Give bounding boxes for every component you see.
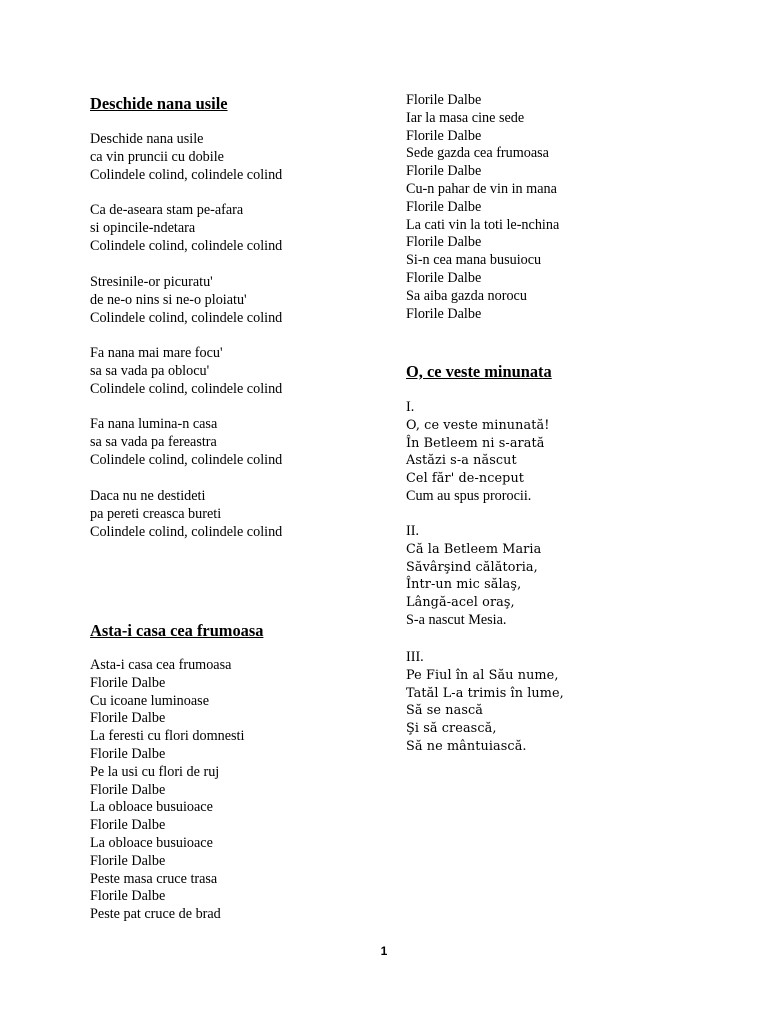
song-title: Deschide nana usile: [90, 94, 228, 113]
lyric-line: Colindele colind, colindele colind: [90, 237, 283, 254]
lyric-line: pa pereti creasca bureti: [90, 505, 222, 522]
refrain-line: Florile Dalbe: [90, 852, 166, 869]
lyric-line: Colindele colind, colindele colind: [90, 166, 283, 183]
lyric-line: Colindele colind, colindele colind: [90, 523, 283, 540]
lyric-line: Ca de-aseara stam pe-afara: [90, 202, 244, 218]
song-verse: [406, 92, 559, 323]
lyric-line: de ne-o nins si ne-o ploiatu': [90, 291, 247, 308]
refrain-line: Florile Dalbe: [90, 745, 166, 762]
lyric-line: Cel făr' de-nceput: [406, 471, 525, 487]
refrain-line: Florile Dalbe: [90, 817, 166, 834]
lyric-line: În Betleem ni s-arată: [406, 435, 545, 451]
stanza-numeral: II.: [406, 523, 419, 539]
song-stanza: [90, 488, 282, 541]
song-title: Asta-i casa cea frumoasa: [90, 621, 264, 640]
lyric-line: Cu-n pahar de vin in mana: [406, 180, 557, 197]
lyric-line: Că la Betleem Maria: [406, 541, 542, 557]
lyric-line: Fa nana lumina-n casa: [90, 416, 218, 432]
refrain-line: Florile Dalbe: [406, 92, 482, 108]
lyric-line: Colindele colind, colindele colind: [90, 380, 283, 397]
lyric-line: sa sa vada pa fereastra: [90, 433, 217, 450]
lyric-line: sa sa vada pa oblocu': [90, 362, 210, 379]
lyric-line: O, ce veste minunată!: [406, 417, 550, 433]
lyric-line: Şi să crească,: [406, 721, 497, 737]
lyric-line: Cu icoane luminoase: [90, 692, 209, 709]
stanza-numeral: III.: [406, 649, 424, 665]
refrain-line: Florile Dalbe: [406, 163, 482, 180]
lyric-line: Tatăl L-a trimis în lume,: [406, 685, 564, 701]
refrain-line: Florile Dalbe: [90, 888, 166, 905]
song-stanza: [90, 131, 282, 184]
lyric-line: Fa nana mai mare focu': [90, 345, 223, 361]
song-stanza: [406, 523, 541, 630]
lyric-line: Într-un mic sălaş,: [406, 577, 522, 593]
lyric-line: Pe la usi cu flori de ruj: [90, 763, 220, 780]
refrain-line: Florile Dalbe: [406, 198, 482, 215]
lyric-line: Peste pat cruce de brad: [90, 906, 221, 923]
refrain-line: Florile Dalbe: [406, 234, 482, 251]
lyric-line: Colindele colind, colindele colind: [90, 451, 283, 468]
lyric-line: La obloace busuioace: [90, 799, 213, 816]
lyric-line: Stresinile-or picuratu': [90, 274, 213, 290]
refrain-line: Florile Dalbe: [90, 781, 166, 798]
lyric-line: S-a nascut Mesia.: [406, 611, 507, 628]
song-stanza: [90, 416, 282, 469]
lyric-line: Cum au spus prorocii.: [406, 487, 532, 504]
lyric-line: Să se nască: [406, 703, 484, 719]
lyric-line: Sa aiba gazda norocu: [406, 287, 527, 304]
lyric-line: si opincile-ndetara: [90, 219, 196, 236]
page-number: 1: [380, 944, 388, 958]
song-stanza: [406, 399, 549, 506]
song-stanza: [406, 649, 564, 756]
refrain-line: Florile Dalbe: [406, 305, 482, 322]
lyric-line: La feresti cu flori domnesti: [90, 728, 245, 745]
song-verse: [90, 657, 244, 924]
lyric-line: Să ne mântuiască.: [406, 738, 527, 754]
lyric-line: Colindele colind, colindele colind: [90, 309, 283, 326]
lyric-line: Sede gazda cea frumoasa: [406, 145, 549, 162]
lyric-line: Iar la masa cine sede: [406, 109, 525, 126]
song-stanza: [90, 202, 282, 255]
lyric-line: Si-n cea mana busuiocu: [406, 252, 542, 269]
song-stanza: [90, 274, 282, 327]
song-stanza: [90, 345, 282, 398]
refrain-line: Florile Dalbe: [90, 674, 166, 691]
lyric-line: ca vin pruncii cu dobile: [90, 148, 224, 165]
song-title: O, ce veste minunata: [406, 362, 552, 381]
lyric-line: Deschide nana usile: [90, 131, 204, 147]
refrain-line: Florile Dalbe: [90, 710, 166, 727]
lyric-line: Daca nu ne destideti: [90, 488, 206, 504]
lyric-line: Peste masa cruce trasa: [90, 870, 218, 887]
refrain-line: Florile Dalbe: [406, 127, 482, 144]
lyric-line: La cati vin la toti le-nchina: [406, 216, 560, 233]
lyric-line: La obloace busuioace: [90, 834, 213, 851]
stanza-numeral: I.: [406, 399, 415, 415]
refrain-line: Florile Dalbe: [406, 269, 482, 286]
lyric-line: Asta-i casa cea frumoasa: [90, 657, 232, 673]
lyric-line: Pe Fiul în al Său nume,: [406, 667, 559, 683]
lyric-line: Săvârşind călătoria,: [406, 559, 538, 575]
lyric-line: Lângă-acel oraş,: [406, 595, 515, 611]
lyric-line: Astăzi s-a născut: [406, 453, 517, 469]
